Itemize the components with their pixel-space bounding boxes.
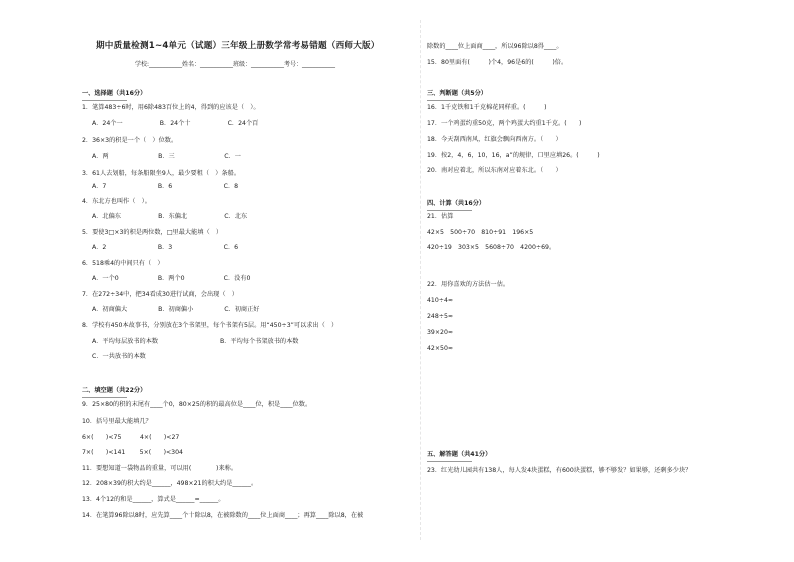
question-12: 12．208×39的积大约是______，498×21的积大约是______。 <box>82 480 258 487</box>
section-fill-title: 二、填空题（共22分） <box>82 387 147 394</box>
question-4-options: A．北偏东 B．东偏北 C．北东 <box>92 213 248 220</box>
question-5: 5．要使3□×3的积是两位数，□里最大能填（ ） <box>82 229 223 236</box>
question-3-options: A．7 B．6 C．8 <box>92 183 239 190</box>
question-18: 18．今天刮西南风，红旗会飘向西南方。（ ） <box>427 136 562 143</box>
question-3: 3．61人去划船，每条船限坐9人，最少要租（ ）条船。 <box>82 170 241 177</box>
question-4: 4．东北方也叫作（ ）。 <box>82 198 151 205</box>
section-judge-title: 三、判断题（共5分） <box>427 90 487 97</box>
question-22-item-c: 39×20≈ <box>427 329 454 336</box>
question-2: 2．36×3的积是一个（ ）位数。 <box>82 137 178 144</box>
question-7-options: A．初商偏大 B．初商偏小 C．初商正好 <box>92 306 260 313</box>
question-15: 15．80里面有( )个4，96是6的( )倍。 <box>427 59 568 66</box>
section-calc-title: 四、计算（共16分） <box>427 200 486 207</box>
question-22-item-b: 248÷5≈ <box>427 313 454 320</box>
section-underline <box>427 210 472 211</box>
question-8: 8．学校有450本故事书，分别放在3个书架里，每个书架有5层。用“450÷3”可以求出（ ） <box>82 322 338 329</box>
question-14-continued: 除数的____位上面商____，所以96除以8得____。 <box>427 43 563 50</box>
student-info-line: 学校:___________姓名：___________班级：___________考号：___________ <box>135 61 336 68</box>
question-19: 19．按2，4，6，10，16，a”的规律，口里应填26。( ) <box>427 152 600 159</box>
question-22: 22．用你喜欢的方法估一估。 <box>427 281 510 288</box>
question-11: 11．要想知道一袋物品的重量，可以用( )来称。 <box>82 465 238 472</box>
question-23: 23．红光幼儿园共有138人，每人发4块蛋糕，有600块蛋糕，够不够发？如果够，还剩多少块？ <box>427 467 692 474</box>
question-22-item-d: 42×50≈ <box>427 345 454 352</box>
question-1-options: A．24个一 B．24个十 C．24个百 <box>92 120 259 127</box>
question-20: 20．南对应着北，所以东南对应着东北。（ ） <box>427 167 562 174</box>
question-10: 10．括号里最大能填几？ <box>82 418 152 425</box>
question-1: 1．笔算483÷6时，用6除483百位上的4，得到的应该是（ ）。 <box>82 104 260 111</box>
question-21-row-1: 42×5 500÷70 810÷91 196×5 <box>427 229 534 236</box>
question-17: 17．一个鸡蛋约重50克，两个鸡蛋大约重1千克。( ) <box>427 120 582 127</box>
question-8-option-b: B．平均每个书架放书的本数 <box>220 338 299 345</box>
question-6-options: A．一个0 B．两个0 C．没有0 <box>92 275 251 282</box>
section-underline <box>82 100 127 101</box>
question-7: 7．在272÷34中，把34看成30进行试商，会出现（ ） <box>82 291 238 298</box>
section-choice-title: 一、选择题（共16分） <box>82 90 147 97</box>
question-10-row-1: 6×( )<75 4×( )<27 <box>82 434 180 441</box>
question-5-options: A．2 B．3 C．6 <box>92 244 239 251</box>
question-21: 21．估算 <box>427 213 454 220</box>
page-title: 期中质量检测1~4单元（试题）三年级上册数学常考易错题（西师大版） <box>96 41 380 51</box>
question-8-option-a: A．平均每层放书的本数 <box>92 338 159 345</box>
question-2-options: A．两 B．三 C．一 <box>92 153 241 160</box>
section-underline <box>427 100 472 101</box>
question-13: 13．4个12的和是______，算式是______=______。 <box>82 496 225 503</box>
question-8-option-c: C．一共放书的本数 <box>92 353 146 360</box>
column-divider <box>420 20 421 540</box>
question-14: 14．在笔算96除以8时，应先算____个十除以8，在被除数的____位上面商____；再算____除以8，在被 <box>82 512 364 519</box>
section-solve-title: 五、解答题（共41分） <box>427 451 492 458</box>
section-underline <box>427 461 472 462</box>
question-22-item-a: 410÷4≈ <box>427 297 454 304</box>
question-6: 6．518乘4的中间只有（ ） <box>82 260 164 267</box>
question-10-row-2: 7×( )<141 5×( )<304 <box>82 449 183 456</box>
question-16: 16．1千克铁和1千克棉花同样重。( ) <box>427 104 547 111</box>
question-21-row-2: 420÷19 303×5 5608÷70 4200÷69。 <box>427 244 556 251</box>
section-underline <box>82 397 127 398</box>
question-9: 9．25×80的积的末尾有____个0，80×25的积的最高位是____位，积是____位数。 <box>82 401 312 408</box>
